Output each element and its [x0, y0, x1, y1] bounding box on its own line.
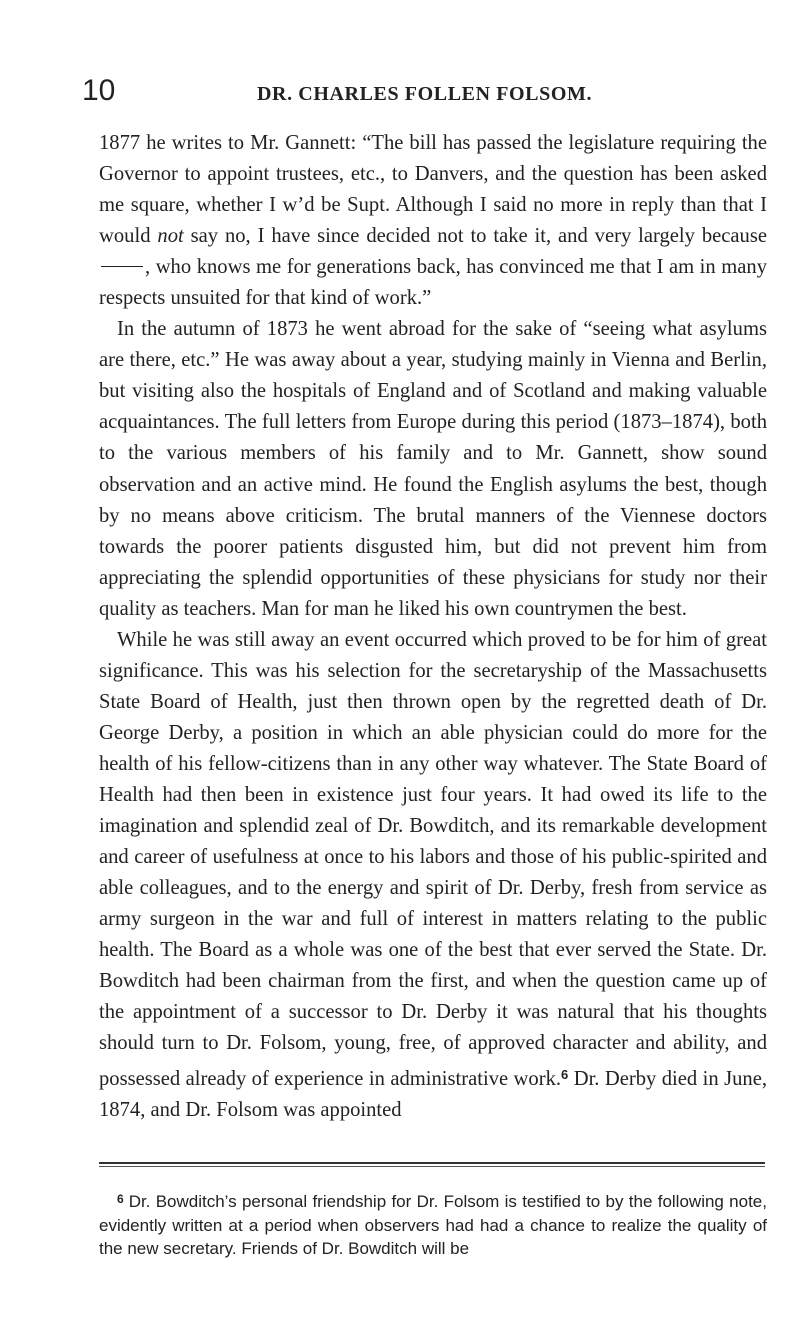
page-number: 10 [82, 74, 116, 107]
footnote-rule [99, 1162, 765, 1164]
footnote-rule-thin [99, 1166, 765, 1167]
redacted-name-dash [101, 266, 143, 267]
footnote-marker-6: 6 [117, 1192, 124, 1206]
footnotes [99, 1188, 767, 1261]
paragraph-1-text-b: say no, I have since decided not to take it, and very largely because [190, 225, 768, 248]
footnote-6-text: Dr. Bowditch’s personal friendship for Dr. Folsom is testified to by the following note, evidently written at a period when observers had had a chance to realize the quality of the new secretary. Friends of Dr. Bowditch will be [99, 1192, 767, 1258]
paragraph-1-text-c: , who knows me for generations back, has convinced me that I am in many respects unsuited for that kind of work.” [99, 256, 767, 310]
paragraph-2: In the autumn of 1873 he went abroad for the sake of “seeing what asylums are there, etc.” He was away about a year, studying mainly in Vienna and Berlin, but visiting also the hospitals of England and of Scotland and making valuable acquaintances. The full letters from Europe during this period (1873–1874), both to the various members of his family and to Mr. Gannett, show sound observation and an active mind. He found the English asylums the best, though by no means above criticism. The brutal manners of the Viennese doctors towards the poorer patients disgusted him, but did not prevent him from appreciating the splendid opportunities of these physicians for study nor their quality as teachers. Man for man he liked his own countrymen the best. [99, 318, 767, 620]
paragraph-3-text-b: Dr. Derby died in June, 1874, and Dr. Folsom was appointed [99, 1068, 767, 1122]
paragraph-3-text-a: While he was still away an event occurred which proved to be for him of great significance. This was his selection for the secretaryship of the Massachusetts State Board of Health, just then thrown open by the regretted death of Dr. George Derby, a position in which an able physician could do more for the health of his fellow-citizens than in any other way whatever. The State Board of Health had then been in existence just four years. It had owed its life to the imagination and splendid zeal of Dr. Bowditch, and its remarkable development and career of usefulness at once to his labors and those of his public-spirited and able colleagues, and to the energy and spirit of Dr. Derby, fresh from service as army surgeon in the war and full of interest in matters relating to the public health. The Board as a whole was one of the best that ever served the State. Dr. Bowditch had been chairman from the first, and when the question came up of the appointment of a successor to Dr. Derby it was natural that his thoughts should turn to Dr. Folsom, young, free, of approved character and ability, and possessed already of experience in administrative work. [99, 628, 767, 1091]
footnote-6 [99, 1188, 767, 1261]
footnote-reference-6[interactable]: 6 [561, 1067, 569, 1083]
paragraph-3 [99, 625, 767, 1127]
emphasis-not: not [157, 225, 184, 248]
running-head: DR. CHARLES FOLLEN FOLSOM. [257, 83, 593, 105]
paragraph-1-text-a: 1877 he writes to Mr. Gannett: “The bill has passed the legislature requiring the Governor to appoint trustees, etc., to Danvers, and the question has been asked me square, whether I w’d be Supt. Although I said no more in reply than that I would [99, 132, 767, 248]
paragraph-1 [99, 128, 767, 314]
body-text [99, 128, 767, 1127]
page-header [82, 76, 772, 116]
